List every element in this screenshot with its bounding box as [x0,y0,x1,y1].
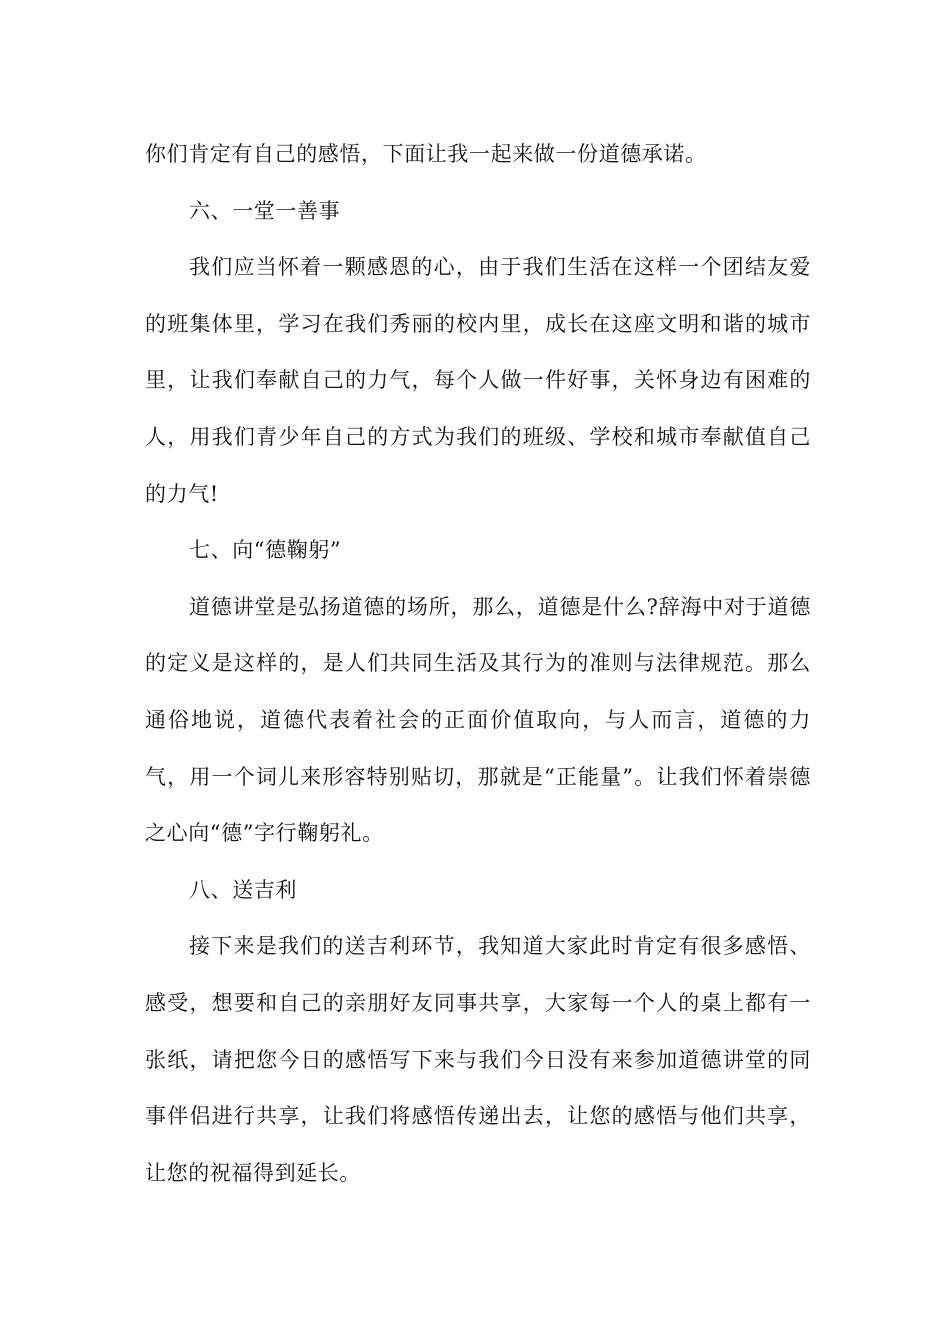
paragraph-good-deed: 我们应当怀着一颗感恩的心，由于我们生活在这样一个团结友爱的班集体里，学习在我们秀丽的校内里，成长在这座文明和谐的城市里，让我们奉献自己的力气，每个人做一件好事，关怀身边有困难的人，用我们青少年自己的方式为我们的班级、学校和城市奉献值自己的力气! [145,255,811,506]
paragraph-continuation: 你们肯定有自己的感悟，下面让我一起来做一份道德承诺。 [145,142,707,166]
section-heading-eight: 八、送吉利 [189,877,297,902]
document-body [145,126,811,1201]
paragraph-bow-to-virtue: 道德讲堂是弘扬道德的场所，那么，道德是什么?辞海中对于道德的定义是这样的，是人们共同生活及其行为的准则与法律规范。那么通俗地说，道德代表着社会的正面价值取向，与人而言，道德的力气，用一个词儿来形容特别贴切，那就是“正能量”。让我们怀着崇德之心向“德”字行鞠躬礼。 [145,594,811,846]
section-heading-six: 六、一堂一善事 [189,198,341,223]
section-heading-seven: 七、向“德鞠躬” [189,538,342,563]
paragraph-send-blessings: 接下来是我们的送吉利环节，我知道大家此时肯定有很多感悟、感受，想要和自己的亲朋好友同事共享，大家每一个人的桌上都有一张纸，请把您今日的感悟写下来与我们今日没有来参加道德讲堂的同事伴侣进行共享，让我们将感悟传递出去，让您的感悟与他们共享，让您的祝福得到延长。 [145,934,811,1185]
